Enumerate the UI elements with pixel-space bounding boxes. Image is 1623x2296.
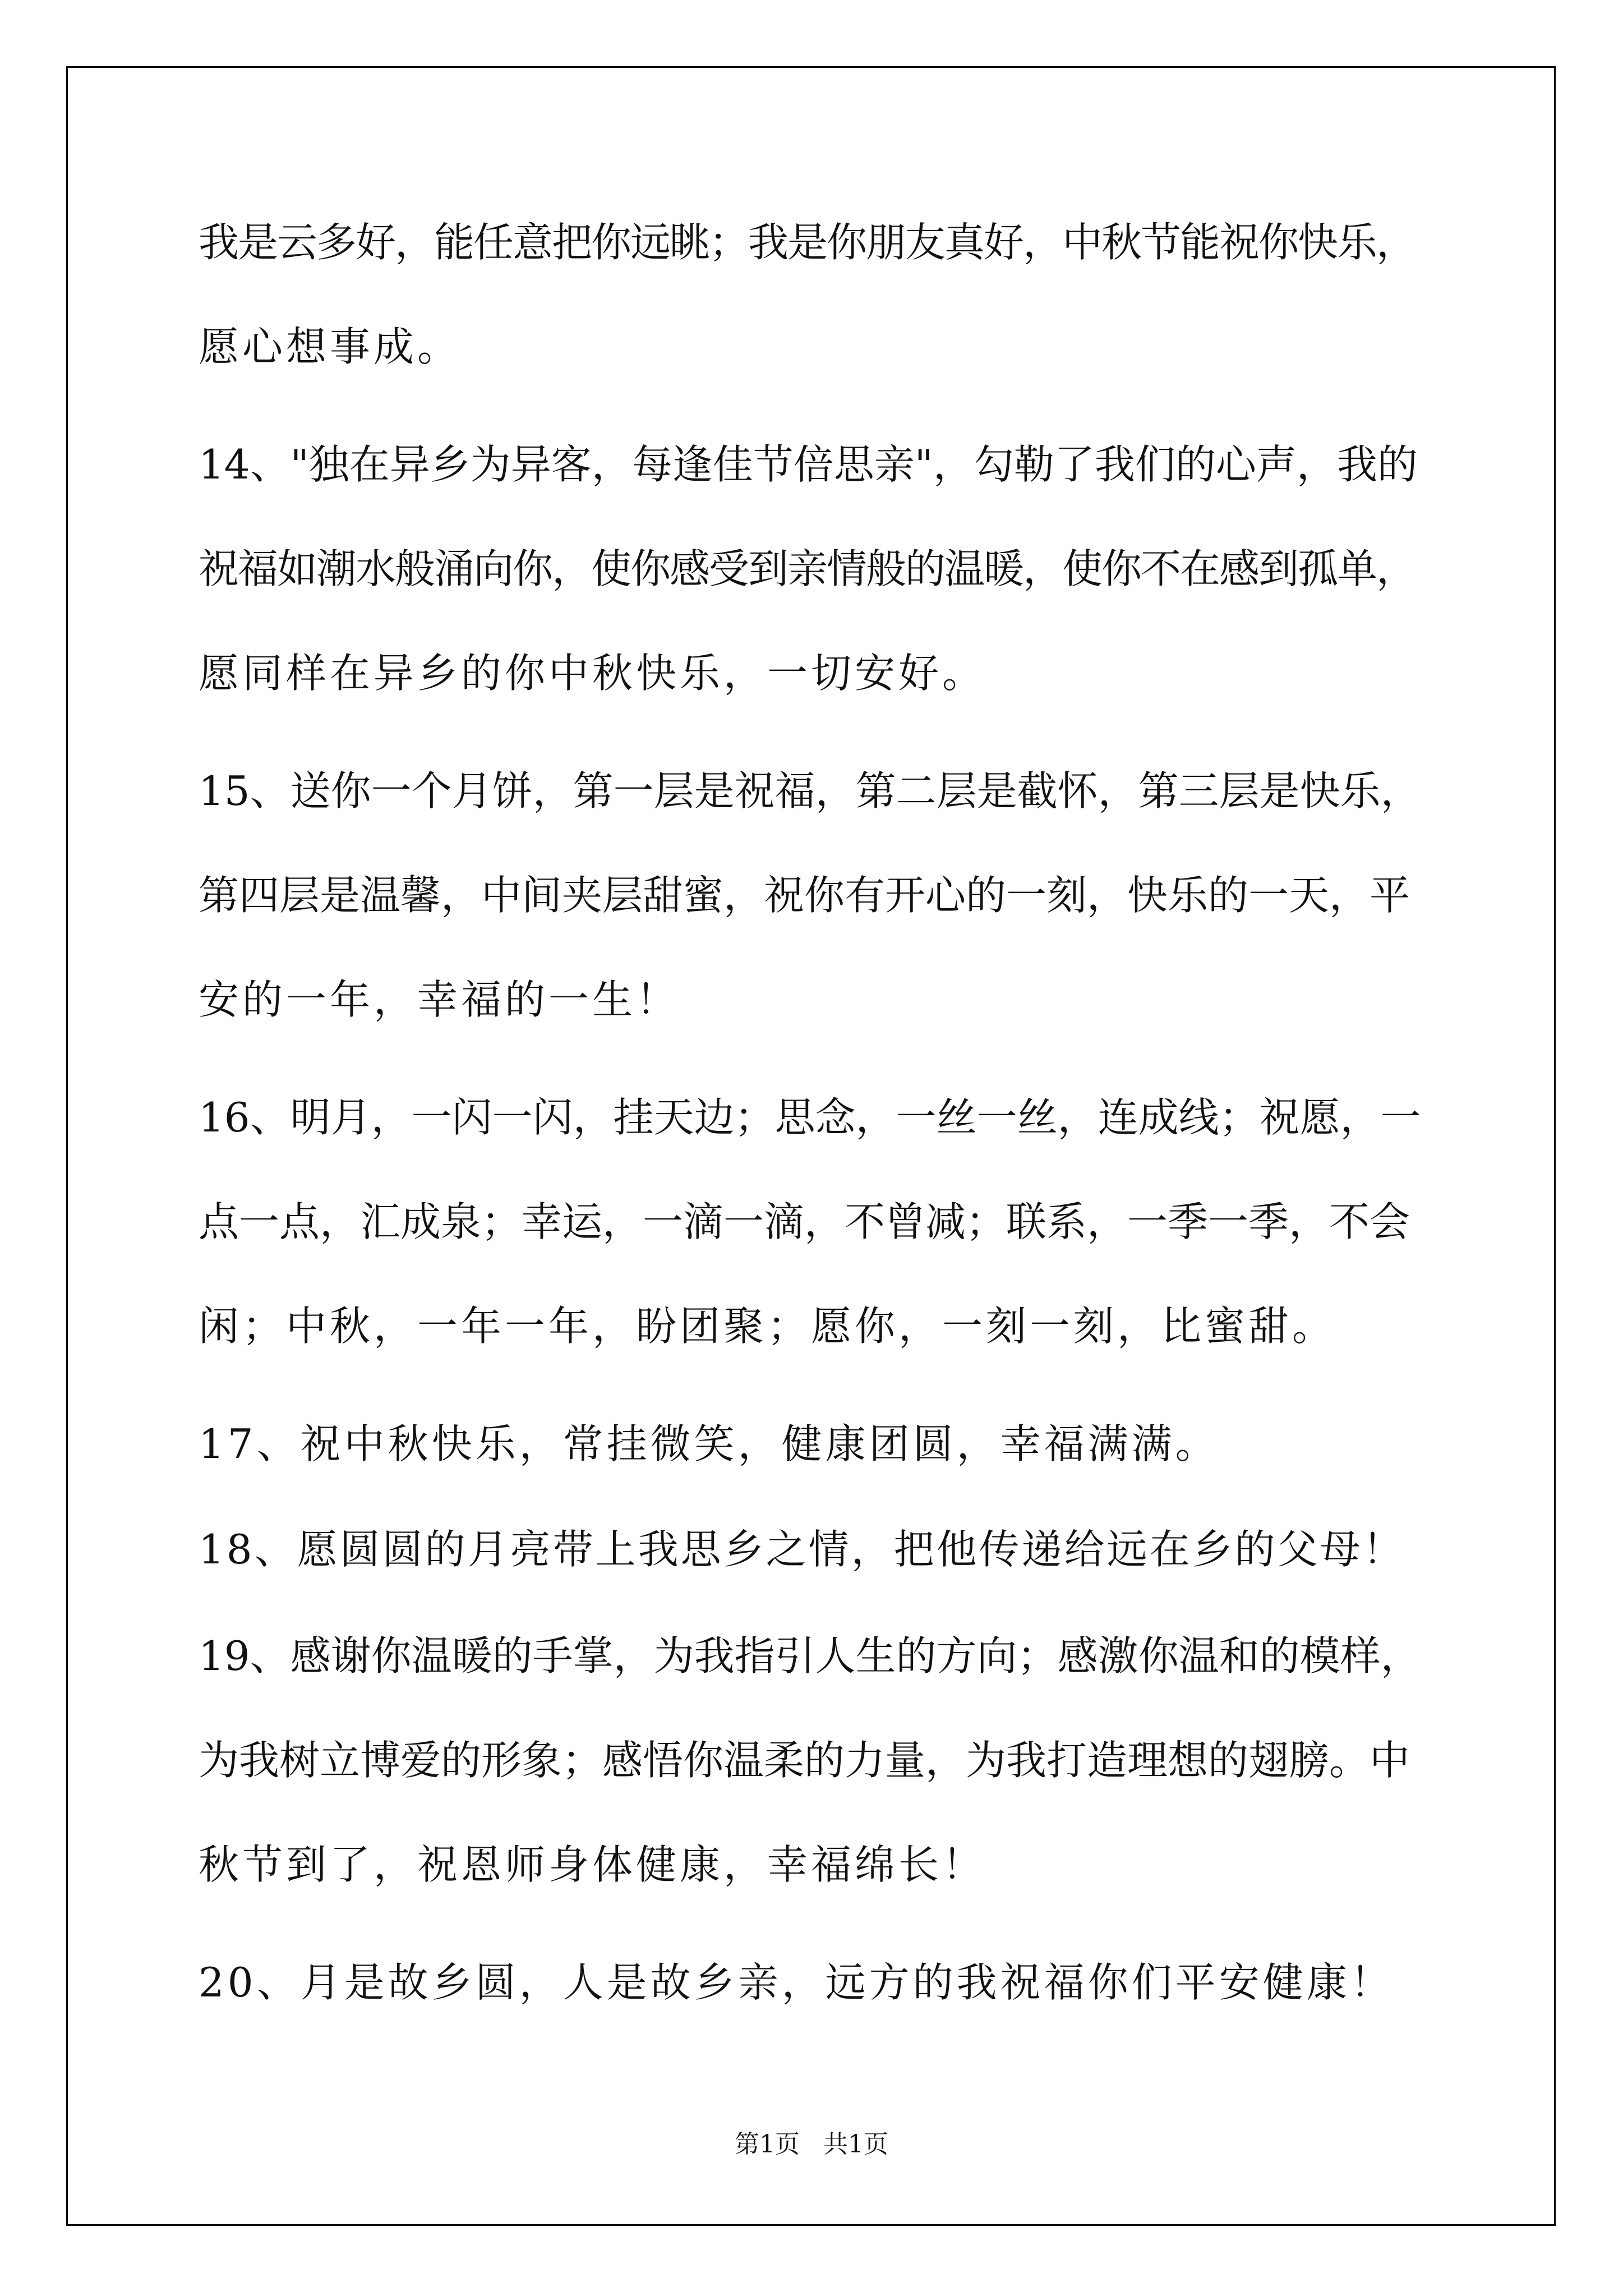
text-line: 愿同样在异乡的你中秋快乐，一切安好。	[199, 650, 986, 697]
text-line: 16、明月，一闪一闪，挂天边；思念，一丝一丝，连成线；祝愿，一	[199, 1094, 1421, 1141]
text-line: 第四层是温馨，中间夹层甜蜜，祝你有开心的一刻，快乐的一天，平	[199, 872, 1410, 919]
text-line: 安的一年，幸福的一生！	[199, 976, 680, 1023]
text-line: 14、"独在异乡为异客，每逢佳节倍思亲"，勾勒了我们的心声，我的	[199, 441, 1418, 488]
text-line: 15、送你一个月饼，第一层是祝福，第二层是截怀，第三层是快乐，	[199, 767, 1421, 815]
text-line: 18、愿圆圆的月亮带上我思乡之情，把他传递给远在乡的父母！	[199, 1526, 1405, 1573]
text-line: 20、月是故乡圆，人是故乡亲，远方的我祝福你们平安健康！	[199, 1959, 1394, 2006]
text-line: 愿心想事成。	[199, 323, 462, 370]
text-line: 秋节到了，祝恩师身体健康，幸福绵长！	[199, 1841, 986, 1888]
page-footer: 第1页 共1页	[735, 2130, 888, 2159]
text-line: 祝福如潮水般涌向你，使你感受到亲情般的温暖，使你不在感到孤单，	[199, 545, 1416, 592]
text-line: 为我树立博爱的形象；感悟你温柔的力量，为我打造理想的翅膀。中	[199, 1737, 1410, 1784]
text-line: 17、祝中秋快乐，常挂微笑，健康团圆，幸福满满。	[199, 1420, 1219, 1467]
text-line: 点一点，汇成泉；幸运，一滴一滴，不曾减；联系，一季一季，不会	[199, 1198, 1410, 1245]
page-border	[66, 66, 1556, 2226]
text-line: 闲；中秋，一年一年，盼团聚；愿你，一刻一刻，比蜜甜。	[199, 1303, 1336, 1350]
text-line: 我是云多好，能任意把你远眺；我是你朋友真好，中秋节能祝你快乐，	[199, 219, 1416, 266]
text-line: 19、感谢你温暖的手掌，为我指引人生的方向；感激你温和的模样，	[199, 1632, 1421, 1680]
